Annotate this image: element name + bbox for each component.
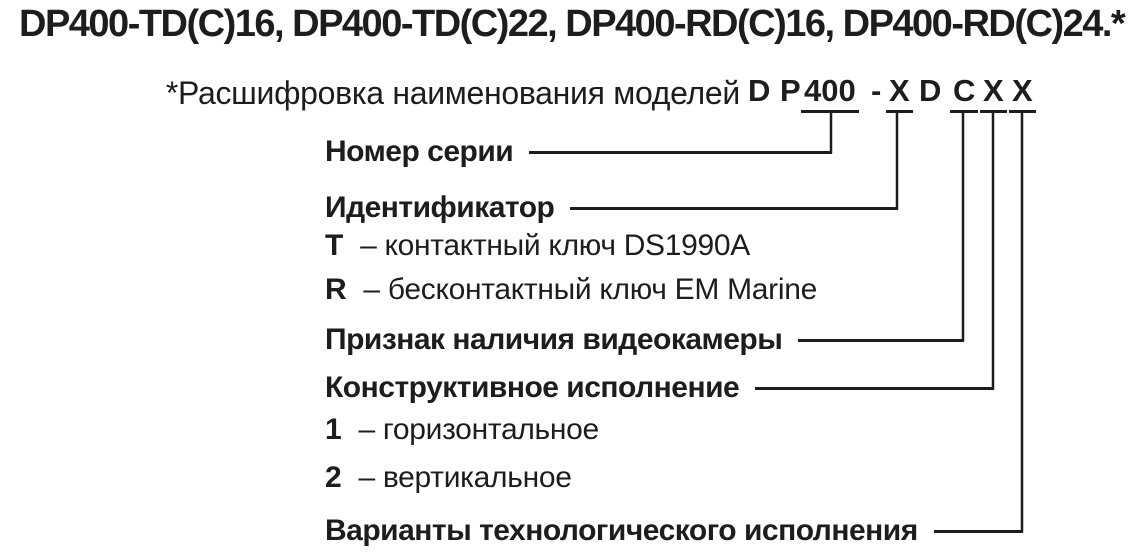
code-token-x3: X (1009, 72, 1036, 113)
option-key-1: 1 (325, 413, 342, 446)
option-desc-2: – вертикальное (358, 461, 572, 494)
legend-label-tech-version: Варианты технологического исполнения (325, 514, 918, 547)
option-desc-1: – горизонтальное (358, 413, 599, 446)
legend-row-series-number (325, 132, 832, 172)
page-title: DP400-TD(C)16, DP400-TD(C)22, DP400-RD(C)16, DP400-RD(C)24.* (19, 3, 1125, 45)
design-option-1 (325, 410, 599, 450)
connector-series-number (529, 151, 832, 154)
code-token-400: 400 (801, 72, 859, 113)
identifier-option-t (325, 226, 750, 266)
legend-label-identifier: Идентификатор (325, 191, 555, 224)
code-token-d1: D (748, 73, 771, 108)
option-desc-t: – контактный ключ DS1990A (360, 229, 751, 262)
legend-row-camera-flag (325, 320, 964, 360)
option-desc-r: – бесконтактный ключ EM Marine (363, 273, 818, 306)
option-key-2: 2 (325, 461, 342, 494)
code-token-x2: X (980, 72, 1007, 113)
connector-design-version (755, 387, 994, 390)
legend-label-camera-flag: Признак наличия видеокамеры (325, 323, 783, 356)
subtitle-text: *Расшифровка наименования моделей (165, 75, 740, 111)
identifier-option-r (325, 270, 817, 310)
code-token-d2: D (919, 73, 942, 108)
code-token-x1: X (886, 72, 913, 113)
legend-row-tech-version (325, 511, 1023, 551)
legend-label-design-version: Конструктивное исполнение (325, 371, 740, 404)
legend-row-design-version (325, 368, 994, 408)
connector-camera-flag (798, 339, 964, 342)
legend-row-identifier (325, 188, 898, 228)
code-token-c: C (950, 72, 978, 113)
connector-identifier (570, 207, 898, 210)
option-key-r: R (325, 273, 347, 306)
code-token-p: P (780, 73, 801, 108)
connector-tech-version (934, 530, 1023, 533)
code-token-hyphen: - (871, 73, 882, 108)
design-option-2 (325, 458, 572, 498)
legend-label-series-number: Номер серии (325, 135, 514, 168)
option-key-t: Т (325, 229, 344, 262)
